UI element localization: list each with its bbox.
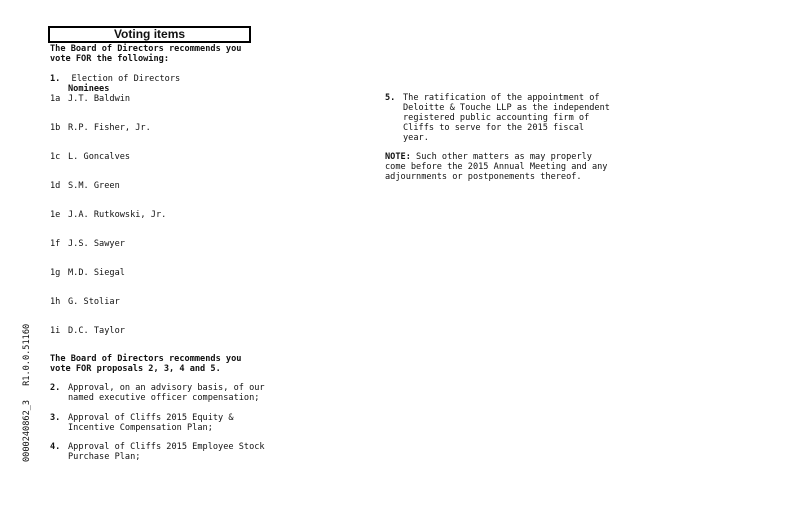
nominee-name: J.A. Rutkowski, Jr. [68,210,167,220]
nominee-code: 1i [50,326,61,336]
nominee-row [50,123,151,133]
nominee-row [50,94,130,104]
side-document-codes [22,324,32,462]
nominee-code: 1b [50,123,61,133]
nominee-code: 1h [50,297,61,307]
nominee-name: L. Goncalves [68,152,131,162]
nominee-code: 1d [50,181,61,191]
nominee-row [50,152,130,162]
nominee-name: J.S. Sawyer [68,239,125,249]
nominee-name: G. Stoliar [68,297,120,307]
note-label: NOTE: [385,152,411,162]
nominees-label: Nominees [68,84,110,94]
nominee-name: R.P. Fisher, Jr. [68,123,151,133]
proposal-3: 3. Approval of Cliffs 2015 Equity & Incentive Compensation Plan; [50,413,234,433]
voting-items-header: Voting items [48,26,251,43]
nominee-name: D.C. Taylor [68,326,125,336]
board-recommendation-2: The Board of Directors recommends you vote FOR proposals 2, 3, 4 and 5. [50,354,242,374]
nominee-name: S.M. Green [68,181,120,191]
revision-code: R1.0.0.51160 [22,323,32,386]
document-id: 0000240862_3 [22,399,32,462]
nominee-row [50,326,125,336]
proposal-5: 5. The ratification of the appointment of Deloitte & Touche LLP as the independent registered public accounting firm of Cliffs to serve for the 2015 fiscal year. [385,93,610,143]
nominee-name: M.D. Siegal [68,268,125,278]
nominee-code: 1a [50,94,61,104]
item-1-heading: 1. Election of Directors Nominees [50,74,181,94]
note-section: NOTE: Such other matters as may properly come before the 2015 Annual Meeting and any adjournments or postponements thereof. [385,152,608,182]
nominee-row [50,239,125,249]
nominee-row [50,210,166,220]
nominee-code: 1c [50,152,61,162]
nominee-row [50,297,120,307]
proposal-2: 2. Approval, on an advisory basis, of our named executive officer compensation; [50,383,265,403]
nominee-code: 1g [50,268,61,278]
nominee-code: 1e [50,210,61,220]
proposal-4: 4. Approval of Cliffs 2015 Employee Stock Purchase Plan; [50,442,265,462]
nominee-row [50,181,120,191]
nominee-name: J.T. Baldwin [68,94,131,104]
board-recommendation-1: The Board of Directors recommends you vote FOR the following: [50,44,242,64]
nominee-code: 1f [50,239,61,249]
nominee-row [50,268,125,278]
